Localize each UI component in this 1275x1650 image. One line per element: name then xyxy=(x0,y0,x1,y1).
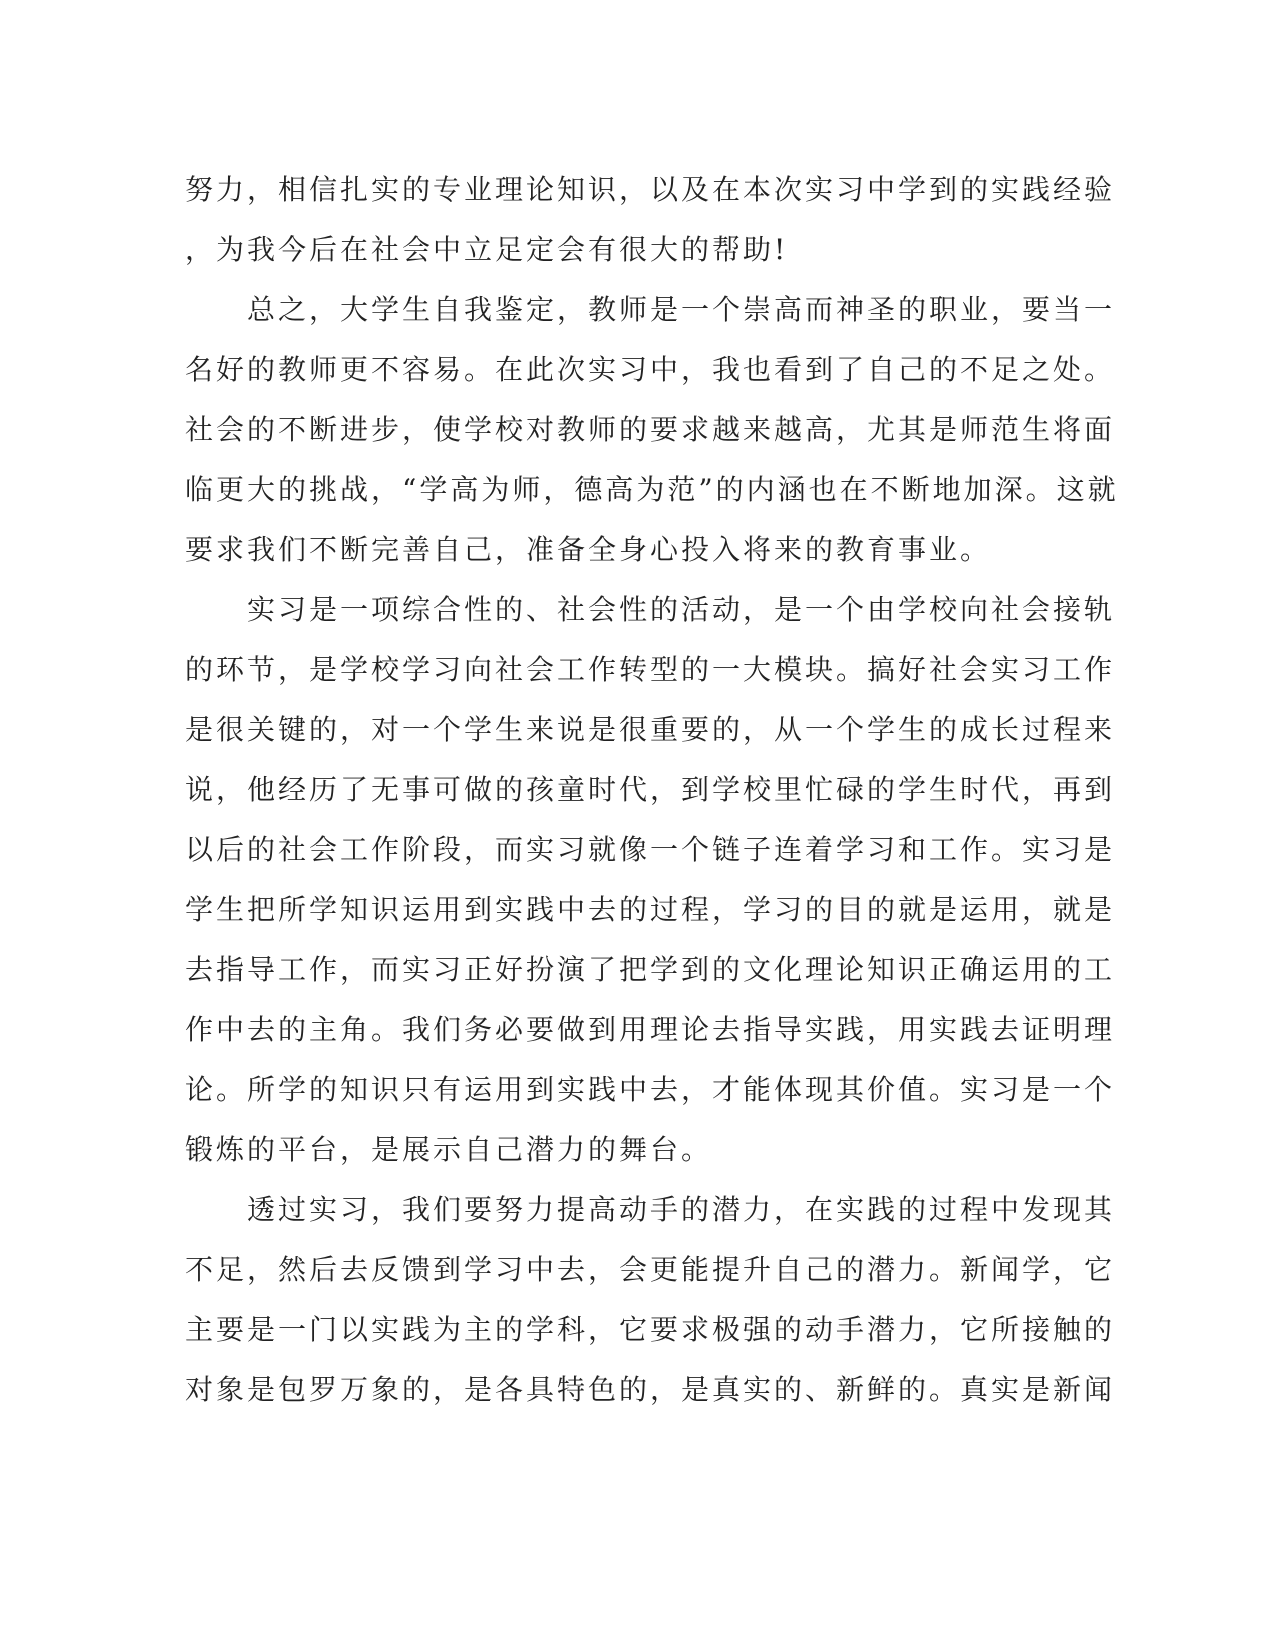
text-line: 说，他经历了无事可做的孩童时代，到学校里忙碌的学生时代，再到 xyxy=(185,773,1116,806)
text-line: 透过实习，我们要努力提高动手的潜力，在实践的过程中发现其 xyxy=(185,1193,1116,1226)
text-line: 是很关键的，对一个学生来说是很重要的，从一个学生的成长过程来 xyxy=(185,713,1116,746)
text-line: 名好的教师更不容易。在此次实习中，我也看到了自己的不足之处。 xyxy=(185,353,1116,386)
text-line: 总之，大学生自我鉴定，教师是一个崇高而神圣的职业，要当一 xyxy=(185,293,1116,326)
text-line: 学生把所学知识运用到实践中去的过程，学习的目的就是运用，就是 xyxy=(185,893,1116,926)
text-line: 锻炼的平台，是展示自己潜力的舞台。 xyxy=(185,1133,713,1166)
text-line: 作中去的主角。我们务必要做到用理论去指导实践，用实践去证明理 xyxy=(185,1013,1116,1046)
text-line: 社会的不断进步，使学校对教师的要求越来越高，尤其是师范生将面 xyxy=(185,413,1116,446)
text-line: 临更大的挑战，“学高为师，德高为范”的内涵也在不断地加深。这就 xyxy=(185,473,1119,506)
text-line: 论。所学的知识只有运用到实践中去，才能体现其价值。实习是一个 xyxy=(185,1073,1116,1106)
text-line: 要求我们不断完善自己，准备全身心投入将来的教育事业。 xyxy=(185,533,992,566)
document-body xyxy=(185,160,1119,1420)
text-line: 的环节，是学校学习向社会工作转型的一大模块。搞好社会实习工作 xyxy=(185,653,1116,686)
text-line: 对象是包罗万象的，是各具特色的，是真实的、新鲜的。真实是新闻 xyxy=(185,1373,1116,1406)
text-line: 主要是一门以实践为主的学科，它要求极强的动手潜力，它所接触的 xyxy=(185,1313,1116,1346)
text-line: 去指导工作，而实习正好扮演了把学到的文化理论知识正确运用的工 xyxy=(185,953,1116,986)
text-line: 不足，然后去反馈到学习中去，会更能提升自己的潜力。新闻学，它 xyxy=(185,1253,1116,1286)
text-line: 以后的社会工作阶段，而实习就像一个链子连着学习和工作。实习是 xyxy=(185,833,1116,866)
text-line: 努力，相信扎实的专业理论知识，以及在本次实习中学到的实践经验 xyxy=(185,173,1116,206)
text-line: 实习是一项综合性的、社会性的活动，是一个由学校向社会接轨 xyxy=(185,593,1116,626)
text-line: ，为我今后在社会中立足定会有很大的帮助! xyxy=(185,233,789,266)
